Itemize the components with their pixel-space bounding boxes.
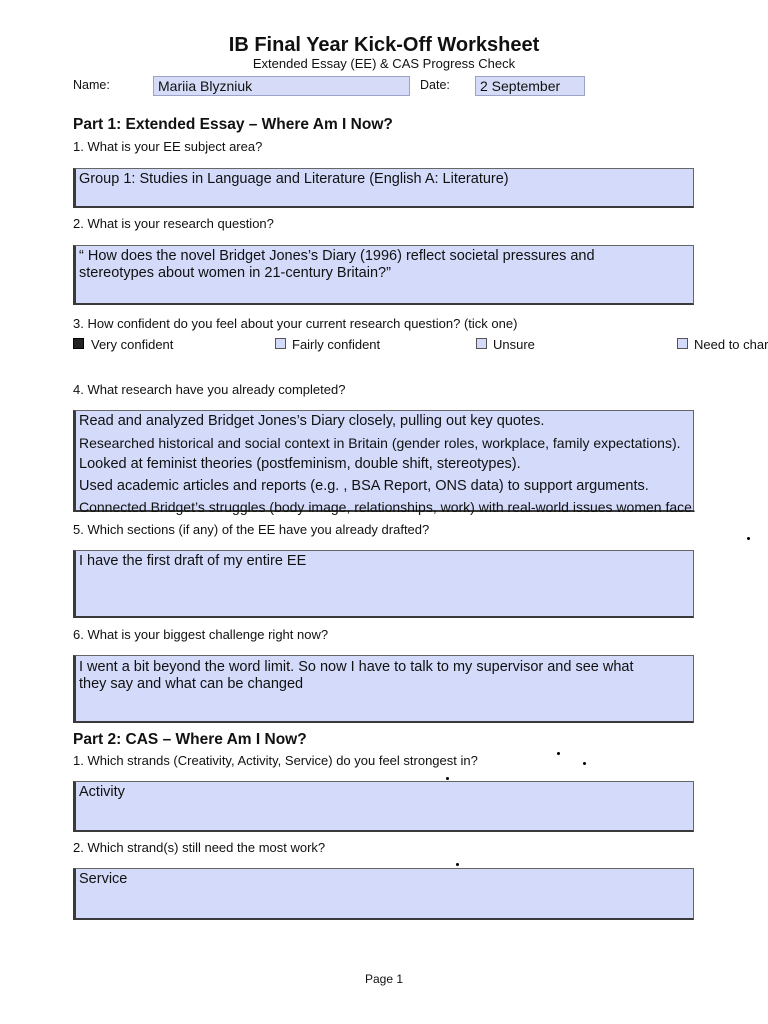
answer-sections-drafted[interactable]: I have the first draft of my entire EE [73, 550, 694, 618]
answer-line: “ How does the novel Bridget Jones’s Diary (1996) reflect societal pressures and [79, 248, 595, 264]
worksheet-subtitle: Extended Essay (EE) & CAS Progress Check [252, 56, 516, 71]
option-label-need-to-change: Need to char [694, 337, 768, 352]
answer-biggest-challenge[interactable] [73, 655, 694, 723]
answer-strand-needs-work[interactable]: Service [73, 868, 694, 920]
question-research-question: 2. What is your research question? [73, 216, 274, 231]
stray-mark [583, 762, 586, 765]
stray-mark [446, 777, 449, 780]
checkbox-fairly-confident[interactable] [275, 338, 286, 349]
answer-research-question[interactable] [73, 245, 694, 305]
stray-mark [557, 752, 560, 755]
option-label-fairly-confident: Fairly confident [292, 337, 381, 352]
part1-heading: Part 1: Extended Essay – Where Am I Now? [73, 116, 393, 133]
question-confidence: 3. How confident do you feel about your current research question? (tick one) [73, 316, 518, 331]
research-item: Researched historical and social context in Britain (gender roles, workplace, family expectations). [79, 434, 681, 451]
date-field[interactable]: 2 September [475, 76, 585, 96]
name-label: Name: [73, 78, 110, 92]
option-label-very-confident: Very confident [91, 337, 174, 352]
answer-ee-subject[interactable]: Group 1: Studies in Language and Literature (English A: Literature) [73, 168, 694, 208]
answer-line: they say and what can be changed [79, 676, 304, 692]
research-item: Used academic articles and reports (e.g. , BSA Report, ONS data) to support arguments. [79, 477, 649, 494]
option-label-unsure: Unsure [493, 337, 535, 352]
page-number: Page 1 [364, 972, 404, 986]
checkbox-very-confident[interactable] [73, 338, 84, 349]
worksheet-title: IB Final Year Kick-Off Worksheet [228, 34, 540, 56]
research-item: Read and analyzed Bridget Jones’s Diary closely, pulling out key quotes. [79, 413, 545, 429]
answer-line: I went a bit beyond the word limit. So now I have to talk to my supervisor and see what [79, 659, 634, 675]
research-item: Connected Bridget’s struggles (body image, relationships, work) with real-world issues women face. [79, 499, 696, 515]
stray-mark [456, 863, 459, 866]
stray-mark [747, 537, 750, 540]
answer-research-completed[interactable] [73, 410, 696, 515]
question-research-completed: 4. What research have you already completed? [73, 382, 346, 397]
question-sections-drafted: 5. Which sections (if any) of the EE have you already drafted? [73, 522, 430, 537]
checkbox-need-to-change[interactable] [677, 338, 688, 349]
part2-heading: Part 2: CAS – Where Am I Now? [73, 731, 307, 748]
answer-strongest-strand[interactable]: Activity [73, 781, 694, 832]
name-field[interactable]: Mariia Blyzniuk [153, 76, 410, 96]
question-ee-subject: 1. What is your EE subject area? [73, 139, 263, 154]
checkbox-unsure[interactable] [476, 338, 487, 349]
research-item: Looked at feminist theories (postfeminism, double shift, stereotypes). [79, 456, 521, 472]
question-strand-needs-work: 2. Which strand(s) still need the most work? [73, 840, 326, 855]
question-strongest-strand: 1. Which strands (Creativity, Activity, Service) do you feel strongest in? [73, 753, 478, 768]
question-biggest-challenge: 6. What is your biggest challenge right now? [73, 627, 329, 642]
answer-line: stereotypes about women in 21-century Britain?” [79, 265, 391, 281]
date-label: Date: [420, 78, 450, 92]
